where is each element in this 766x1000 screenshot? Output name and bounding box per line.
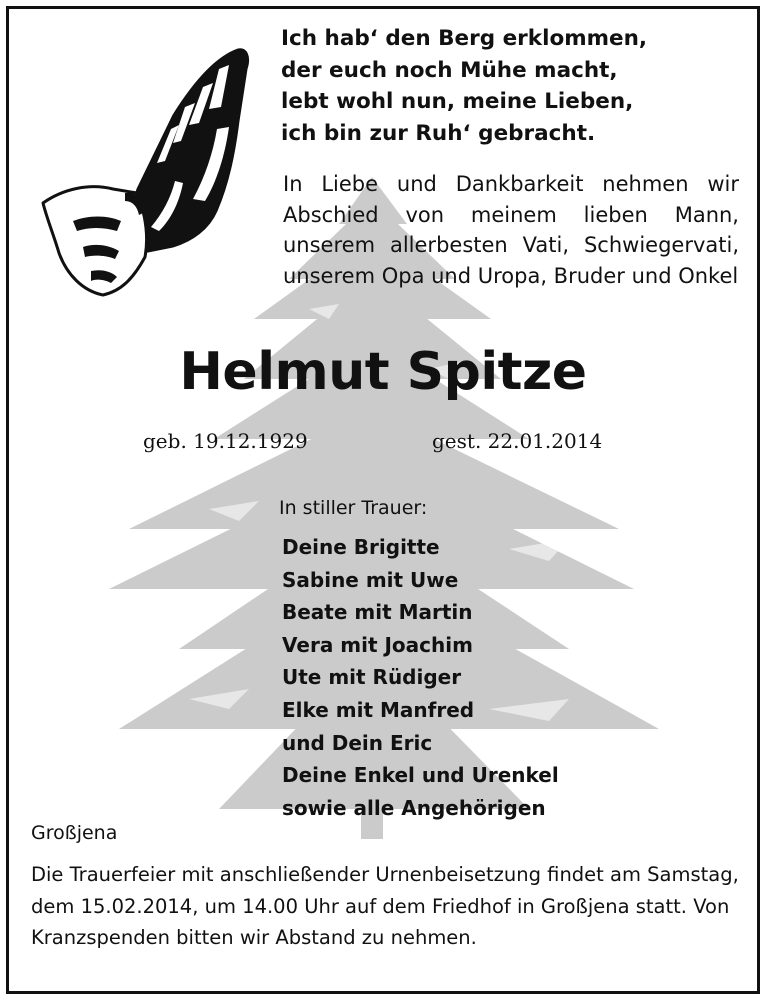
family-member: Deine Brigitte xyxy=(282,535,440,559)
poem-line: Ich hab‘ den Berg erklommen, xyxy=(281,26,648,51)
family-member: Ute mit Rüdiger xyxy=(282,665,462,690)
family-member: Vera mit Joachim xyxy=(282,632,473,657)
praying-hands-icon xyxy=(33,43,263,303)
family-list xyxy=(282,531,559,824)
family-member: Beate mit Martin xyxy=(282,600,473,625)
birth-date: geb. 19.12.1929 xyxy=(143,429,308,453)
poem-line: der euch noch Mühe macht, xyxy=(281,57,618,83)
family-member: Elke mit Manfred xyxy=(282,697,475,722)
family-member: und Dein Eric xyxy=(282,730,433,755)
farewell-text: In Liebe und Dankbarkeit nehmen wir Abschied von meinem lieben Mann, unserem allerbesten Vati, Schwiegervati, unserem Opa und Uropa, Bruder und Onkel xyxy=(283,172,739,288)
deceased-name: Helmut Spitze xyxy=(179,342,587,402)
death-date: gest. 22.01.2014 xyxy=(432,429,603,453)
family-member: Sabine mit Uwe xyxy=(282,567,459,592)
obituary-card xyxy=(6,6,760,994)
poem xyxy=(281,23,741,149)
mourning-label: In stiller Trauer: xyxy=(279,497,428,519)
poem-line: lebt wohl nun, meine Lieben, xyxy=(281,89,634,114)
place-name: Großjena xyxy=(31,822,118,844)
poem-line: ich bin zur Ruh‘ gebracht. xyxy=(281,120,596,146)
family-member: sowie alle Angehörigen xyxy=(282,795,546,820)
family-member: Deine Enkel und Urenkel xyxy=(282,763,559,788)
funeral-notice: Die Trauerfeier mit anschließender Urnenbeisetzung findet am Samstag, dem 15.02.2014, um 14.00 Uhr auf dem Friedhof in Großjena statt. Von Kranzspenden bitten wir Abstand zu nehmen. xyxy=(31,863,739,949)
